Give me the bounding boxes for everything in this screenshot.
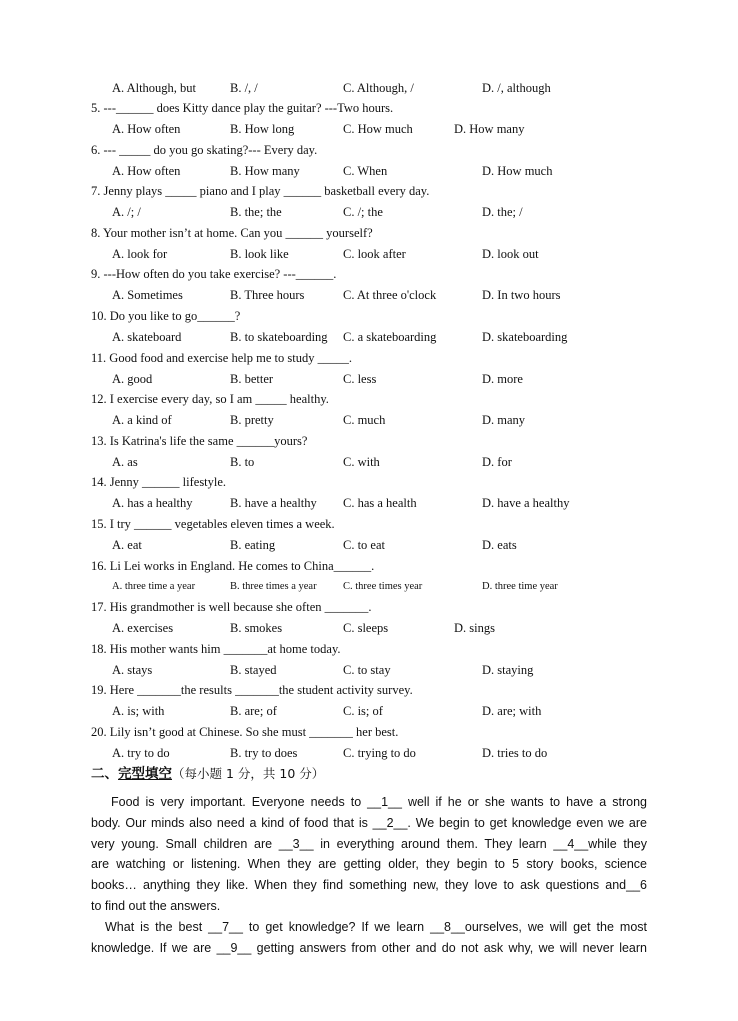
option-d: D. look out: [482, 247, 539, 261]
option-b: B. pretty: [230, 413, 274, 427]
option-d: D. many: [482, 413, 526, 427]
option-c: C. less: [343, 372, 377, 386]
question-stem: 10. Do you like to go______?: [91, 309, 241, 323]
option-a: A. exercises: [112, 621, 174, 635]
option-b: B. the; the: [230, 205, 282, 219]
option-c: C. three times year: [343, 581, 423, 592]
option-b: B. have a healthy: [230, 496, 317, 510]
option-d: D. How much: [482, 164, 553, 178]
question-options: [112, 413, 672, 427]
question-stem: 18. His mother wants him _______at home today.: [91, 642, 341, 656]
question-stem: 6. --- _____ do you go skating?--- Every day.: [91, 143, 318, 157]
option-d: D. three time year: [482, 581, 558, 592]
option-c: C. with: [343, 455, 380, 469]
question-stem: 5. ---______ does Kitty dance play the guitar? ---Two hours.: [91, 101, 394, 115]
passage-line: body. Our minds also need a kind of food that is __2__. We begin to get knowledge even we are: [91, 815, 647, 830]
option-b: B. smokes: [230, 621, 283, 635]
option-c: C. has a health: [343, 496, 417, 510]
option-b: B. three times a year: [230, 581, 317, 592]
option-d: D. skateboarding: [482, 330, 568, 344]
question-stem: 13. Is Katrina's life the same ______yours?: [91, 434, 308, 448]
option-b: B. stayed: [230, 663, 277, 677]
option-d: D. sings: [454, 621, 495, 635]
question-options: [112, 247, 672, 261]
option-b: B. are; of: [230, 704, 277, 718]
option-d: D. /, although: [482, 81, 551, 95]
option-a: A. good: [112, 372, 153, 386]
question-stem: 20. Lily isn’t good at Chinese. So she must _______ her best.: [91, 725, 399, 739]
option-c: C. to eat: [343, 538, 386, 552]
option-c: C. is; of: [343, 704, 383, 718]
question-stem: 7. Jenny plays _____ piano and I play ______ basketball every day.: [91, 184, 430, 198]
question-options: [112, 746, 672, 760]
question-options: [112, 205, 672, 219]
option-a: A. try to do: [112, 746, 170, 760]
option-a: A. Sometimes: [112, 288, 183, 302]
option-d: D. have a healthy: [482, 496, 570, 510]
question-stem: 16. Li Lei works in England. He comes to China______.: [91, 559, 375, 573]
option-c: C. /; the: [343, 205, 383, 219]
passage-line: What is the best __7__ to get knowledge? If we learn __8__ourselves, we will get the most: [105, 919, 647, 934]
option-a: A. /; /: [112, 205, 141, 219]
option-d: D. eats: [482, 538, 517, 552]
option-b: B. How many: [230, 164, 300, 178]
question-stem: 8. Your mother isn’t at home. Can you ______ yourself?: [91, 226, 373, 240]
question-options: [112, 580, 672, 594]
question-options: [112, 496, 672, 510]
option-a: A. skateboard: [112, 330, 182, 344]
question-stem: 11. Good food and exercise help me to study _____.: [91, 351, 352, 365]
option-c: C. sleeps: [343, 621, 389, 635]
question-options: [112, 122, 672, 136]
option-a: A. Although, but: [112, 81, 197, 95]
passage-line: books… anything they like. When they find something new, they love to ask questions and__6: [91, 878, 647, 893]
question-stem: 12. I exercise every day, so I am _____ healthy.: [91, 392, 329, 406]
option-d: D. tries to do: [482, 746, 548, 760]
option-b: B. to: [230, 455, 255, 469]
question-options: [112, 621, 672, 635]
option-d: D. more: [482, 372, 523, 386]
question-stem: 17. His grandmother is well because she often _______.: [91, 600, 372, 614]
question-options: [112, 538, 672, 552]
option-c: C. How much: [343, 122, 413, 136]
option-d: D. In two hours: [482, 288, 561, 302]
passage-line: Food is very important. Everyone needs to __1__ well if he or she wants to have a strong: [111, 795, 647, 809]
option-b: B. look like: [230, 247, 289, 261]
option-a: A. has a healthy: [112, 496, 193, 510]
section-note: （每小题 1 分，共 10 分）: [172, 766, 325, 781]
question-options: [112, 663, 672, 677]
option-d: D. are; with: [482, 704, 542, 718]
question-stem: 14. Jenny ______ lifestyle.: [91, 475, 227, 489]
section-heading: [91, 767, 324, 781]
option-b: B. eating: [230, 538, 276, 552]
question-options: [112, 455, 672, 469]
option-d: D. How many: [454, 122, 525, 136]
option-a: A. How often: [112, 122, 181, 136]
option-a: A. three time a year: [112, 581, 196, 592]
passage-line: to find out the answers.: [91, 898, 221, 913]
option-a: A. eat: [112, 538, 142, 552]
question-stem: 15. I try ______ vegetables eleven times a week.: [91, 517, 335, 531]
q4-options: [112, 81, 672, 95]
passage-line: are watching or listening. When they are getting older, they begin to 5 story books, science: [91, 857, 647, 872]
option-c: C. much: [343, 413, 386, 427]
option-c: C. a skateboarding: [343, 330, 437, 344]
option-b: B. Three hours: [230, 288, 305, 302]
option-a: A. a kind of: [112, 413, 172, 427]
passage-line: very young. Small children are __3__ in everything around them. They learn __4__while they: [91, 836, 647, 851]
option-a: A. as: [112, 455, 138, 469]
option-b: B. How long: [230, 122, 295, 136]
option-c: C. Although, /: [343, 81, 414, 95]
option-c: C. trying to do: [343, 746, 416, 760]
question-stem: 9. ---How often do you take exercise? ---______.: [91, 267, 337, 281]
question-options: [112, 704, 672, 718]
option-c: C. to stay: [343, 663, 391, 677]
question-options: [112, 372, 672, 386]
option-c: C. When: [343, 164, 388, 178]
option-a: A. stays: [112, 663, 153, 677]
section-number: 二、: [91, 766, 118, 782]
option-b: B. to skateboarding: [230, 330, 328, 344]
question-options: [112, 164, 672, 178]
option-d: D. staying: [482, 663, 534, 677]
option-d: D. the; /: [482, 205, 523, 219]
passage-line: knowledge. If we are __9__ getting answers from other and do not ask why, we will never learn: [91, 940, 647, 955]
option-c: C. look after: [343, 247, 406, 261]
question-stem: 19. Here _______the results _______the student activity survey.: [91, 683, 413, 697]
cloze-passage: [91, 792, 647, 958]
section-title: 完型填空: [118, 766, 172, 782]
question-options: [112, 330, 672, 344]
option-c: C. At three o'clock: [343, 288, 437, 302]
option-a: A. How often: [112, 164, 181, 178]
option-a: A. look for: [112, 247, 168, 261]
question-options: [112, 288, 672, 302]
option-d: D. for: [482, 455, 512, 469]
option-b: B. better: [230, 372, 274, 386]
option-b: B. /, /: [230, 81, 258, 95]
option-b: B. try to does: [230, 746, 298, 760]
option-a: A. is; with: [112, 704, 165, 718]
